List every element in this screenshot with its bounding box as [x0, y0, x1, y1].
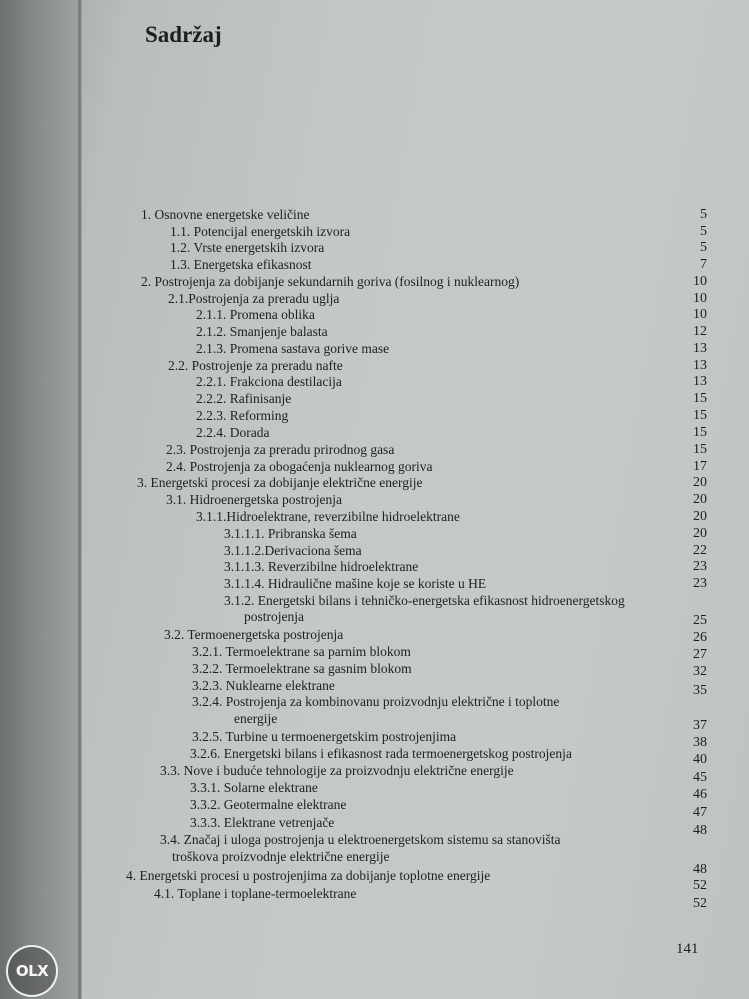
toc-entry: 2.3. Postrojenja za preradu prirodnog gasa [166, 442, 395, 457]
toc-entry: 2.2.1. Frakciona destilacija [196, 374, 342, 389]
toc-page-number: 32 [693, 664, 707, 679]
toc-page-number: 10 [693, 274, 707, 289]
toc-entry: 2.2. Postrojenje za preradu nafte [168, 358, 343, 373]
toc-page-number: 15 [693, 391, 707, 406]
toc-entry: 2.2.2. Rafinisanje [196, 391, 292, 406]
toc-entry: 3.3. Nove i buduće tehnologije za proizvodnju električne energije [160, 763, 514, 778]
toc-page-number: 12 [693, 324, 707, 339]
toc-entry: 1.2. Vrste energetskih izvora [170, 240, 325, 255]
toc-page-number: 20 [693, 526, 707, 541]
toc-entry: 3.2. Termoenergetska postrojenja [164, 627, 344, 642]
toc-page-number: 15 [693, 442, 707, 457]
toc-entry: troškova proizvodnje električne energije [172, 849, 390, 864]
toc-entry: 3.1.1.3. Reverzibilne hidroelektrane [224, 559, 419, 574]
toc-page-number: 17 [693, 459, 707, 474]
toc-page-number: 5 [700, 207, 707, 222]
toc-entry: postrojenja [244, 609, 304, 624]
toc-entry: 2.2.3. Reforming [196, 408, 289, 423]
toc-entry: 3.1.1.2.Derivaciona šema [224, 543, 362, 558]
toc-page-number: 48 [693, 823, 707, 838]
toc-page-number: 7 [700, 257, 707, 272]
toc-entry: 3.1. Hidroenergetska postrojenja [166, 492, 342, 507]
toc-entry: energije [234, 711, 278, 726]
toc-entry: 2.1.Postrojenja za preradu uglja [168, 291, 340, 306]
toc-entry: 3.2.4. Postrojenja za kombinovanu proizvodnju električne i toplotne [192, 694, 560, 709]
toc-page-number: 20 [693, 492, 707, 507]
toc-entry: 3.3.1. Solarne elektrane [190, 780, 318, 795]
toc-entry: 3.1.1.4. Hidraulične mašine koje se koriste u HE [224, 576, 487, 591]
toc-entry: 3.1.1.Hidroelektrane, reverzibilne hidroelektrane [196, 509, 460, 524]
toc-page-number: 13 [693, 358, 707, 373]
olx-watermark-logo: OLX [6, 945, 58, 997]
toc-entry: 3.2.1. Termoelektrane sa parnim blokom [192, 644, 411, 659]
toc-page-number: 20 [693, 509, 707, 524]
toc-page-number: 13 [693, 341, 707, 356]
toc-page-number: 40 [693, 752, 707, 767]
toc-entry: 3.3.2. Geotermalne elektrane [190, 797, 347, 812]
toc-page-number: 20 [693, 475, 707, 490]
toc-entry: 2.1.2. Smanjenje balasta [196, 324, 328, 339]
contents-title: Sadržaj [145, 22, 222, 47]
toc-page-number: 10 [693, 307, 707, 322]
toc-page-number: 13 [693, 374, 707, 389]
toc-page-number: 23 [693, 576, 707, 591]
toc-page-number: 37 [693, 718, 707, 733]
toc-entry: 3.2.5. Turbine u termoenergetskim postrojenjima [192, 729, 457, 744]
toc-page-number: 5 [700, 224, 707, 239]
toc-page-number: 27 [693, 647, 707, 662]
toc-page-number: 22 [693, 543, 707, 558]
toc-entry: 1. Osnovne energetske veličine [141, 207, 310, 222]
toc-entry: 2.1.1. Promena oblika [196, 307, 315, 322]
toc-page-number: 5 [700, 240, 707, 255]
toc-page-number: 38 [693, 735, 707, 750]
toc-page-number: 46 [693, 787, 707, 802]
toc-page-number: 35 [693, 683, 707, 698]
toc-entry: 3.2.2. Termoelektrane sa gasnim blokom [192, 661, 412, 676]
toc-entry: 4. Energetski procesi u postrojenjima za dobijanje toplotne energije [126, 868, 491, 883]
page-folio-number: 141 [676, 941, 699, 957]
toc-entry: 3.4. Značaj i uloga postrojenja u elektroenergetskom sistemu sa stanovišta [160, 832, 561, 847]
toc-entry: 3. Energetski procesi za dobijanje električne energije [137, 475, 423, 490]
toc-entry: 2. Postrojenja za dobijanje sekundarnih goriva (fosilnog i nuklearnog) [141, 274, 520, 289]
toc-entry: 2.4. Postrojenja za obogaćenja nuklearnog goriva [166, 459, 433, 474]
toc-page-number: 15 [693, 425, 707, 440]
toc-page-number: 10 [693, 291, 707, 306]
toc-entry: 2.1.3. Promena sastava gorive mase [196, 341, 390, 356]
toc-page-number: 23 [693, 559, 707, 574]
toc-page-number: 26 [693, 630, 707, 645]
toc-entry: 4.1. Toplane i toplane-termoelektrane [154, 886, 357, 901]
toc-entry: 2.2.4. Dorada [196, 425, 270, 440]
toc-page-number: 45 [693, 770, 707, 785]
toc-page-number: 15 [693, 408, 707, 423]
toc-page-number: 52 [693, 896, 707, 911]
toc-page-number: 48 [693, 862, 707, 877]
toc-page-number: 52 [693, 878, 707, 893]
toc-entry: 3.2.6. Energetski bilans i efikasnost rada termoenergetskog postrojenja [190, 746, 572, 761]
toc-page-number: 47 [693, 805, 707, 820]
toc-entry: 3.1.1.1. Pribranska šema [224, 526, 357, 541]
toc-entry: 1.1. Potencijal energetskih izvora [170, 224, 351, 239]
toc-page-number: 25 [693, 613, 707, 628]
toc-entry: 3.2.3. Nuklearne elektrane [192, 678, 335, 693]
toc-entry: 3.3.3. Elektrane vetrenjače [190, 815, 335, 830]
toc-entry: 1.3. Energetska efikasnost [170, 257, 312, 272]
toc-entry: 3.1.2. Energetski bilans i tehničko-energetska efikasnost hidroenergetskog [224, 593, 625, 608]
